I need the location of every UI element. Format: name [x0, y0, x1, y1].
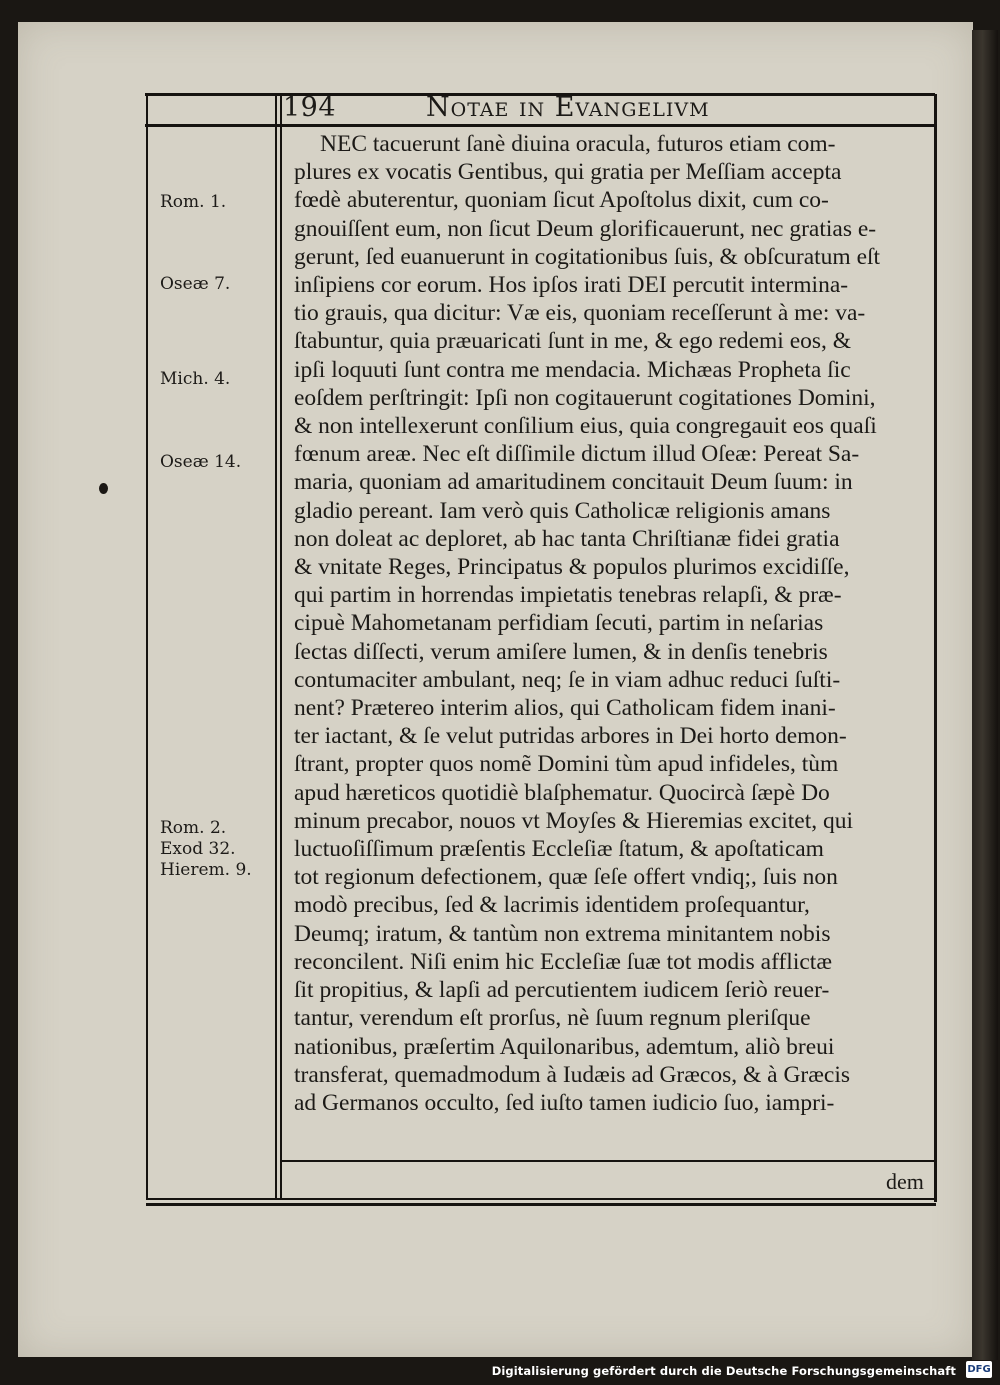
margin-note: Hierem. 9. — [160, 860, 252, 880]
margin-note: Oseæ 7. — [160, 274, 231, 294]
text-line: contumaciter ambulant, neq; ſe in viam adhuc reduci ſuſti- — [294, 666, 841, 693]
text-line: tot regionum defectionem, quæ ſeſe offert vndiq;, ſuis non — [294, 864, 838, 891]
text-line: reconcilent. Niſi enim hic Eccleſiæ ſuæ tot modis afflictæ — [294, 948, 832, 975]
text-line: luctuoſiſſimum præſentis Eccleſiæ ſtatum, & apoſtaticam — [294, 836, 824, 863]
text-line: nent? Prætereo interim alios, qui Catholicam fidem inani- — [294, 695, 836, 722]
margin-note: Rom. 2. — [160, 818, 227, 838]
ink-blot — [99, 483, 108, 494]
text-line: ſtrant, propter quos nomẽ Domini tùm apud infideles, tùm — [294, 751, 839, 778]
text-line: ter iactant, & ſe velut putridas arbores in Dei horto demon- — [294, 723, 847, 750]
page-number: 194 — [283, 92, 337, 123]
catchword: dem — [886, 1169, 924, 1194]
text-line: ad Germanos occulto, ſed iuſto tamen iudicio ſuo, iampri- — [294, 1089, 835, 1116]
text-line: eoſdem perſtringit: Ipſi non cogitauerunt cogitationes Domini, — [294, 384, 876, 411]
column-divider-rule-inner — [280, 96, 282, 1200]
running-title: Notae in Evangelivm — [426, 92, 710, 123]
text-line: NEC tacuerunt ſanè diuina oracula, futuros etiam com- — [320, 131, 836, 157]
column-divider-rule-outer — [275, 96, 277, 1200]
left-frame-rule — [146, 96, 148, 1200]
body-text — [294, 130, 939, 1117]
text-line: transferat, quemadmodum à Iudæis ad Græcos, & à Græcis — [294, 1061, 851, 1088]
text-bottom-rule — [282, 1160, 934, 1162]
text-line: modò precibus, ſed & lacrimis identidem proſequantur, — [294, 892, 810, 919]
margin-note: Oseæ 14. — [160, 452, 242, 472]
text-line: Deumq; iratum, & tantùm non extrema minitantem nobis — [294, 920, 831, 947]
text-line: qui partim in horrendas impietatis tenebras relapſi, & præ- — [294, 582, 842, 609]
text-line: gnouiſſent eum, non ſicut Deum glorificauerunt, nec gratias e- — [294, 215, 877, 242]
margin-note: Mich. 4. — [160, 369, 231, 389]
text-line: maria, quoniam ad amaritudinem concitauit Deum ſuum: in — [294, 469, 853, 496]
dfg-logo: DFG — [966, 1361, 992, 1378]
text-line: non doleat ac deploret, ab hac tanta Chriſtianæ fidei gratia — [294, 525, 840, 552]
text-line: & vnitate Reges, Principatus & populos plurimos excidiſſe, — [294, 554, 850, 581]
text-line: gerunt, ſed euanuerunt in cogitationibus ſuis, & obſcuratum eſt — [294, 243, 881, 270]
text-line: inſipiens cor eorum. Hos ipſos irati DEI percutit intermina- — [294, 272, 849, 299]
text-line: cipuè Mahometanam perfidiam ſecuti, partim in neſarias — [294, 610, 824, 637]
text-line: ipſi loquuti ſunt contra me mendacia. Michæas Propheta ſic — [294, 356, 851, 383]
text-line: tantur, verendum eſt prorſus, nè ſuum regnum pleriſque — [294, 1005, 811, 1032]
text-line: nationibus, præſertim Aquilonaribus, ademtum, aliò breui — [294, 1033, 835, 1060]
text-line: gladio pereant. Iam verò quis Catholicæ religionis amans — [294, 497, 831, 524]
text-line: fœdè abuterentur, quoniam ſicut Apoſtolus dixit, cum co- — [294, 187, 829, 214]
text-line: & non intellexerunt conſilium eius, quia congregauit eos quaſi — [294, 413, 877, 440]
text-line: apud hæreticos quotidiè blaſphematur. Quocircà ſæpè Do — [294, 779, 830, 806]
text-line: ſectas diſſecti, verum amiſere lumen, & in denſis tenebris — [294, 638, 828, 665]
text-line: ſit propitius, & lapſi ad percutientem iudicem ſeriò reuer- — [294, 977, 830, 1004]
margin-note: Rom. 1. — [160, 192, 227, 212]
margin-notes — [160, 0, 270, 1385]
text-line: tio grauis, qua dicitur: Væ eis, quoniam receſſerunt à me: va- — [294, 300, 866, 327]
text-line: ſtabuntur, quia præuaricati ſunt in me, & ego redemi eos, & — [294, 328, 852, 355]
text-line: plures ex vocatis Gentibus, qui gratia per Meſſiam accepta — [294, 159, 842, 186]
digitization-credit: Digitalisierung gefördert durch die Deutsche Forschungsgemeinschaft — [491, 1364, 956, 1378]
text-line: fœnum areæ. Nec eſt diſſimile dictum illud Oſeæ: Pereat Sa- — [294, 441, 860, 468]
book-spine-edge — [972, 30, 998, 1360]
margin-note: Exod 32. — [160, 839, 236, 859]
text-line: minum precabor, nouos vt Moyſes & Hieremias excitet, qui — [294, 807, 854, 834]
